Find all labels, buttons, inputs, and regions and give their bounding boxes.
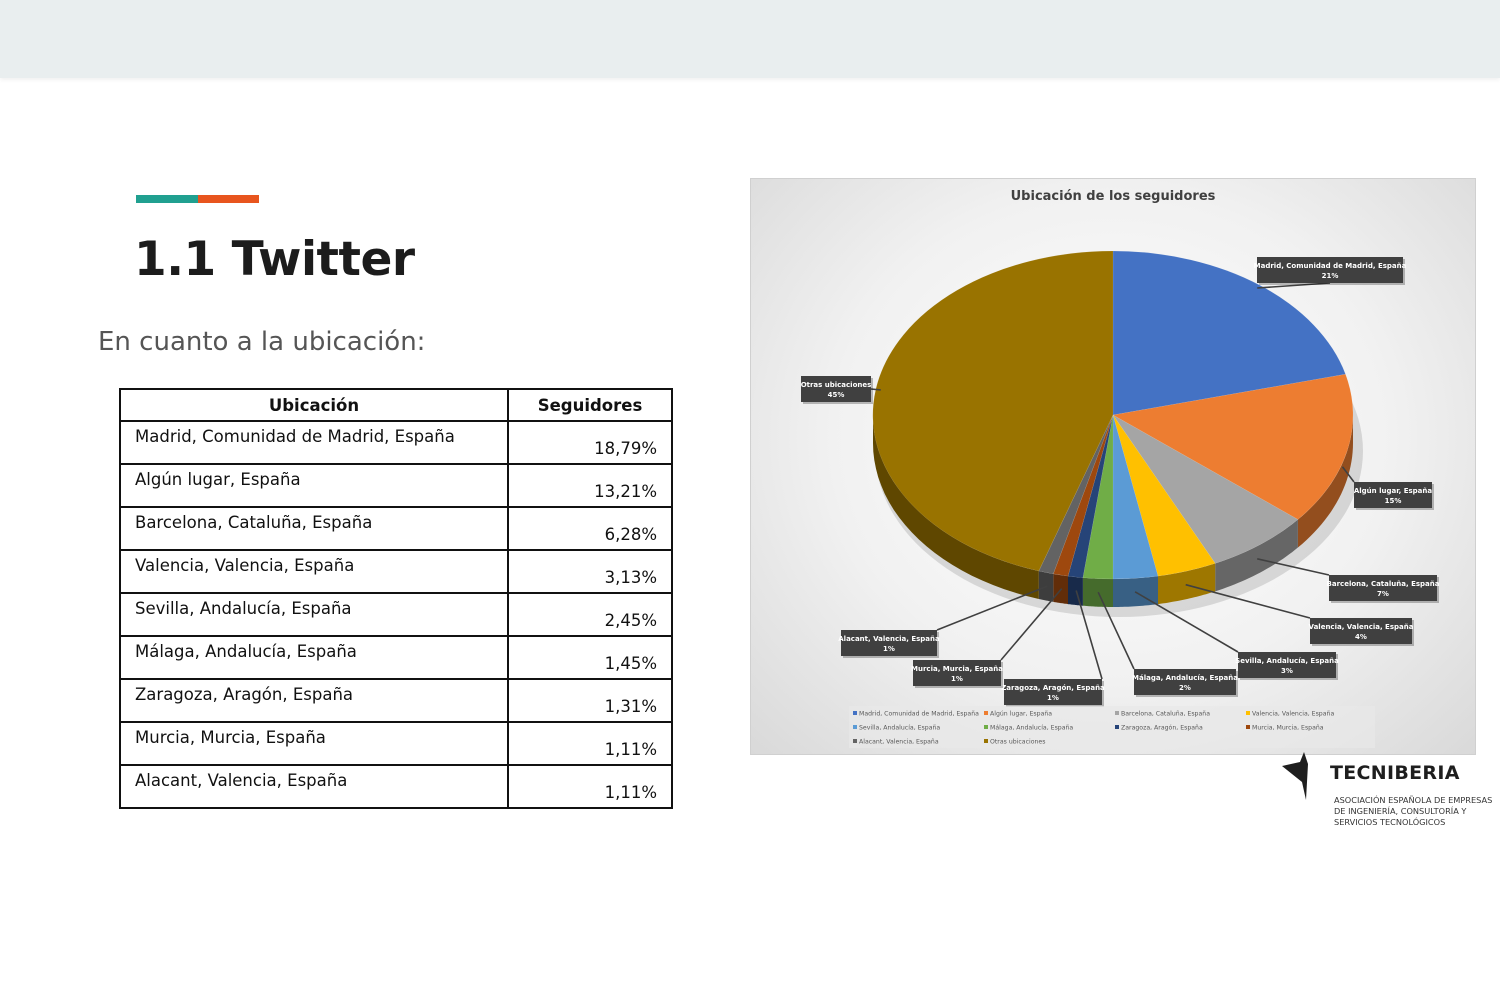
data-label-name: Valencia, Valencia, España <box>1308 623 1414 631</box>
legend-swatch-sevilla-andalucia-espana <box>853 725 857 729</box>
legend-entry-alacant-valencia-espana: Alacant, Valencia, España <box>859 738 939 746</box>
table-header-row <box>120 389 672 421</box>
legend-swatch-algun-lugar-espana <box>984 711 988 715</box>
data-label-name: Málaga, Andalucía, España <box>1132 674 1238 682</box>
followers-table <box>119 388 673 809</box>
data-label-name: Madrid, Comunidad de Madrid, España <box>1253 262 1407 270</box>
cell-location: Sevilla, Andalucía, España <box>120 593 508 636</box>
legend-swatch-zaragoza-aragon-espana <box>1115 725 1119 729</box>
pie-slice-side-zaragoza-aragon-espana <box>1068 576 1083 606</box>
table-row <box>120 765 672 808</box>
data-label-value: 2% <box>1179 684 1191 692</box>
tecniberia-logo-icon <box>1280 752 1330 802</box>
data-label-name: Murcia, Murcia, España <box>911 665 1003 673</box>
cell-location: Valencia, Valencia, España <box>120 550 508 593</box>
logo-tagline-line: ASOCIACIÓN ESPAÑOLA DE EMPRESAS <box>1334 795 1493 805</box>
data-label-value: 1% <box>883 645 895 653</box>
data-label-name: Alacant, Valencia, España <box>838 635 940 643</box>
cell-value: 1,11% <box>508 722 672 765</box>
cell-value: 1,31% <box>508 679 672 722</box>
table-row <box>120 550 672 593</box>
data-label-value: 7% <box>1377 590 1389 598</box>
legend-swatch-murcia-murcia-espana <box>1246 725 1250 729</box>
legend-entry-malaga-andalucia-espana: Málaga, Andalucía, España <box>990 724 1074 732</box>
pie-chart-panel <box>750 178 1476 755</box>
data-label-value: 15% <box>1384 497 1402 505</box>
legend-swatch-otras-ubicaciones <box>984 739 988 743</box>
cell-value: 13,21% <box>508 464 672 507</box>
legend-entry-sevilla-andalucia-espana: Sevilla, Andalucía, España <box>859 724 941 732</box>
cell-location: Algún lugar, España <box>120 464 508 507</box>
slide-subtitle: En cuanto a la ubicación: <box>98 327 426 357</box>
cell-value: 1,11% <box>508 765 672 808</box>
table-row <box>120 464 672 507</box>
cell-value: 18,79% <box>508 421 672 464</box>
legend-entry-otras-ubicaciones: Otras ubicaciones <box>990 738 1046 746</box>
table-row <box>120 679 672 722</box>
cell-location: Madrid, Comunidad de Madrid, España <box>120 421 508 464</box>
data-label-name: Zaragoza, Aragón, España <box>1001 684 1105 692</box>
logo-tagline-line: SERVICIOS TECNOLÓGICOS <box>1334 817 1446 827</box>
data-label-value: 45% <box>827 391 845 399</box>
data-label-value: 1% <box>1047 694 1059 702</box>
data-label-value: 3% <box>1281 667 1293 675</box>
legend-entry-murcia-murcia-espana: Murcia, Murcia, España <box>1252 724 1324 732</box>
legend-entry-algun-lugar-espana: Algún lugar, España <box>990 710 1053 718</box>
cell-location: Málaga, Andalucía, España <box>120 636 508 679</box>
legend-entry-valencia-valencia-espana: Valencia, Valencia, España <box>1252 710 1335 718</box>
tecniberia-logo <box>1280 752 1495 832</box>
cell-location: Barcelona, Cataluña, España <box>120 507 508 550</box>
top-banner <box>0 0 1500 78</box>
logo-name: TECNIBERIA <box>1330 762 1460 784</box>
data-label-value: 21% <box>1321 272 1339 280</box>
cell-location: Murcia, Murcia, España <box>120 722 508 765</box>
table-row <box>120 636 672 679</box>
legend-entry-zaragoza-aragon-espana: Zaragoza, Aragón, España <box>1121 724 1203 732</box>
table-row <box>120 507 672 550</box>
pie-chart <box>751 179 1475 754</box>
data-label-value: 4% <box>1355 633 1367 641</box>
cell-location: Alacant, Valencia, España <box>120 765 508 808</box>
legend-entry-barcelona-cataluna-espana: Barcelona, Cataluña, España <box>1121 710 1210 718</box>
data-label-name: Barcelona, Cataluña, España <box>1326 580 1440 588</box>
column-header-followers: Seguidores <box>508 389 672 421</box>
accent-bar-orange <box>198 195 259 203</box>
table-row <box>120 421 672 464</box>
data-label-name: Otras ubicaciones <box>800 381 872 389</box>
table-row <box>120 593 672 636</box>
data-label-name: Sevilla, Andalucía, España <box>1235 657 1339 665</box>
legend-swatch-madrid-comunidad-de-madrid-espana <box>853 711 857 715</box>
legend-swatch-valencia-valencia-espana <box>1246 711 1250 715</box>
cell-location: Zaragoza, Aragón, España <box>120 679 508 722</box>
accent-bar-teal <box>136 195 198 203</box>
pie-top-group <box>873 251 1353 579</box>
cell-value: 2,45% <box>508 593 672 636</box>
chart-title: Ubicación de los seguidores <box>1010 189 1216 204</box>
cell-value: 6,28% <box>508 507 672 550</box>
table-row <box>120 722 672 765</box>
slide-title: 1.1 Twitter <box>134 232 415 287</box>
data-label-name: Algún lugar, España <box>1353 487 1433 495</box>
legend-swatch-alacant-valencia-espana <box>853 739 857 743</box>
legend-entry-madrid-comunidad-de-madrid-espana: Madrid, Comunidad de Madrid, España <box>859 710 979 718</box>
legend-swatch-barcelona-cataluna-espana <box>1115 711 1119 715</box>
legend-swatch-malaga-andalucia-espana <box>984 725 988 729</box>
column-header-location: Ubicación <box>120 389 508 421</box>
cell-value: 1,45% <box>508 636 672 679</box>
cell-value: 3,13% <box>508 550 672 593</box>
data-label-value: 1% <box>951 675 963 683</box>
logo-tagline-line: DE INGENIERÍA, CONSULTORÍA Y <box>1334 806 1467 816</box>
